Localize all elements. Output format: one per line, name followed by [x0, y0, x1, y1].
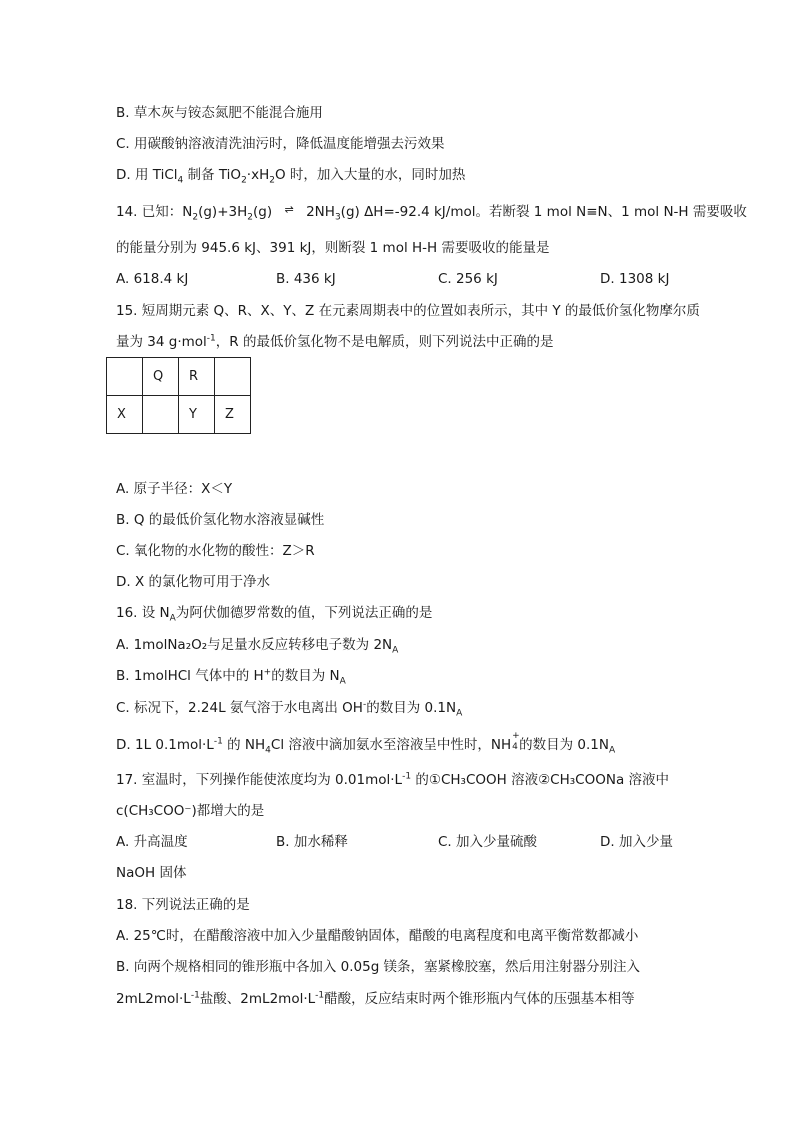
q15-option-d: D. X 的氯化物可用于净水 — [116, 574, 271, 590]
q17-option-d: D. 加入少量 — [600, 834, 673, 850]
q16-option-d: D. 1L $0.1mol\cdot L^{-1}$ 的 $NH_4Cl$ 溶液中滴加氨水至溶液呈中性时，NH + 4 的数目为 $0.1N_A$ — [116, 731, 616, 756]
table-cell — [143, 396, 179, 434]
q15-option-a: A. 原子半径：X＜Y — [116, 481, 233, 497]
q17-option-a: A. 升高温度 — [116, 834, 188, 850]
q16-option-b: B. 1molHCl 气体中的 H+的数目为 $N_A$ — [116, 667, 346, 687]
table-cell: R — [179, 358, 215, 396]
q14-stem-line1: 14. 已知：$N_2(g)+3H_2(g)$ ⇌ $2NH_3(g)$ ΔH=-92.4 kJ/mol。若断裂 1 mol N≡N、1 mol N-H 需要吸收 — [116, 203, 747, 223]
q17-option-b: B. 加水稀释 — [276, 834, 348, 850]
q17-stem-line1: 17. 室温时，下列操作能使浓度均为 $0.01mol\cdot L^{-1}$ 的①CH₃COOH 溶液②CH₃COONa 溶液中 — [116, 771, 670, 788]
q17-stem-line2: c(CH₃COO⁻)都增大的是 — [116, 803, 265, 819]
q13-option-d: D. 用 TiCl$_4$ 制备 $TiO_2\cdot xH_2O$ 时，加入大量的水，同时加热 — [116, 167, 466, 186]
table-cell: Z — [215, 396, 251, 434]
q18-option-b-line2: $2mL2mol\cdot L^{-1}$盐酸、$2mL2mol\cdot L^{-1}$醋酸，反应结束时两个锥形瓶内气体的压强基本相等 — [116, 990, 635, 1007]
q15-stem-line1: 15. 短周期元素 Q、R、X、Y、Z 在元素周期表中的位置如表所示，其中 Y 的最低价氢化物摩尔质 — [116, 303, 700, 319]
q18-option-a: A. 25℃时，在醋酸溶液中加入少量醋酸钠固体，醋酸的电离程度和电离平衡常数都减小 — [116, 928, 639, 944]
q15-option-b: B. Q 的最低价氢化物水溶液显碱性 — [116, 512, 325, 528]
q17-option-c: C. 加入少量硫酸 — [438, 834, 538, 850]
q13-option-b: B. 草木灰与铵态氮肥不能混合施用 — [116, 105, 323, 121]
q14-stem-line2: 的能量分别为 945.6 kJ、391 kJ，则断裂 1 mol H-H 需要吸收的能量是 — [116, 240, 550, 256]
q15-option-c: C. 氧化物的水化物的酸性：Z＞R — [116, 543, 315, 559]
q14-option-c: C. 256 kJ — [438, 271, 498, 287]
periodic-table-fragment — [106, 357, 251, 434]
table-cell: X — [107, 396, 143, 434]
table-cell — [107, 358, 143, 396]
equilibrium-arrow-icon: ⇌ — [284, 203, 294, 216]
q16-option-a: A. 1molNa₂O₂与足量水反应转移电子数为 $2N_A$ — [116, 637, 399, 656]
q18-option-b-line1: B. 向两个规格相同的锥形瓶中各加入 0.05g 镁条，塞紧橡胶塞，然后用注射器分别注入 — [116, 959, 641, 975]
q16-stem: 16. 设 $N_A$为阿伏伽德罗常数的值，下列说法正确的是 — [116, 605, 433, 624]
ion-charge-stack: + 4 — [512, 731, 520, 752]
q18-stem: 18. 下列说法正确的是 — [116, 897, 250, 913]
q15-stem-line2: 量为 34 g·mol$^{-1}$，R 的最低价氢化物不是电解质，则下列说法中正确的是 — [116, 333, 554, 350]
table-row — [107, 358, 251, 396]
q13-option-c: C. 用碳酸钠溶液清洗油污时，降低温度能增强去污效果 — [116, 136, 445, 152]
table-cell — [215, 358, 251, 396]
q16-option-c: C. 标况下，2.24L 氨气溶于水电离出 OH-的数目为 $0.1N_A$ — [116, 699, 463, 719]
q14-option-a: A. 618.4 kJ — [116, 271, 189, 287]
table-row — [107, 396, 251, 434]
table-cell: Y — [179, 396, 215, 434]
q14-option-b: B. 436 kJ — [276, 271, 336, 287]
q17-option-d-continued: NaOH 固体 — [116, 865, 187, 881]
table-cell: Q — [143, 358, 179, 396]
q14-option-d: D. 1308 kJ — [600, 271, 670, 287]
